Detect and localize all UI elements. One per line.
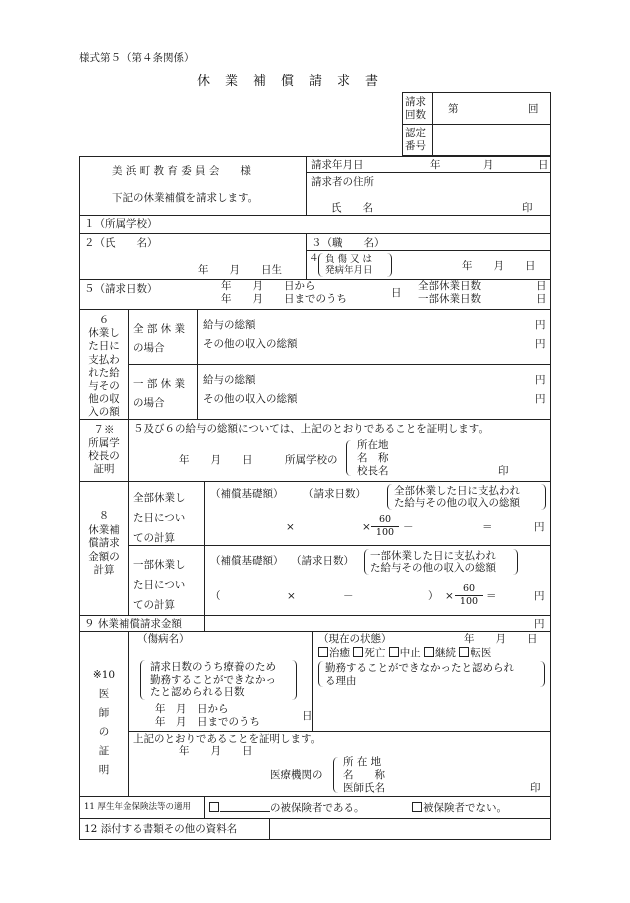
institution-name-label: 名 称 — [343, 769, 385, 781]
institution-of-label: 医療機関の — [270, 769, 323, 781]
period-from: 年 月 日から — [221, 280, 316, 292]
principal-cert-label: ７※ 所属学 校長の 証明 — [88, 424, 120, 475]
status-options[interactable] — [318, 647, 491, 659]
full-note: 全部休業した日に支払われ た給与その他の収入の総額 — [394, 485, 520, 509]
partial-fraction: $\frac{60}{100}$ — [455, 584, 483, 606]
principal-statement: ５及び６の給与の総額については、上記のとおりであることを証明します。 — [133, 423, 489, 435]
partial-note: 一部休業した日に支払われ た給与その他の収入の総額 — [370, 550, 496, 574]
partial-close-paren: ） — [428, 590, 439, 602]
status-label: （現在の状態） — [318, 633, 392, 645]
partial-salary-yen: 円 — [535, 374, 546, 386]
request-month-unit: 月 — [483, 159, 494, 171]
partial-days-label: （請求日数） — [291, 555, 354, 567]
treatment-days-unit: 日 — [302, 710, 313, 722]
status-cured[interactable]: 治癒 — [318, 647, 350, 659]
doctor-name-label: 医師氏名 — [343, 782, 385, 794]
total-amount-yen: 円 — [534, 618, 545, 630]
status-transferred[interactable]: 転医 — [459, 647, 491, 659]
school-location-label: 所在地 — [357, 439, 389, 451]
doctor-cert-label: ※10 医 師 の 証 明 — [92, 669, 116, 776]
full-other-yen: 円 — [535, 338, 546, 350]
treatment-to: 年 月 日までのうち — [155, 716, 260, 728]
full-minus: － — [403, 521, 414, 533]
addressee-name: 美 浜 町 教 育 委 員 会 様 — [112, 165, 251, 177]
addressee-statement: 下記の休業補償を請求します。 — [112, 192, 259, 204]
principal-cert-date: 年 月 日 — [179, 454, 253, 466]
requester-name-label: 氏 名 — [331, 202, 373, 214]
status-date: 年 月 日 — [464, 633, 538, 645]
full-rest-days-label: 全部休業日数 — [418, 280, 481, 292]
status-dead[interactable]: 死亡 — [353, 647, 385, 659]
period-to: 年 月 日までのうち — [221, 293, 347, 305]
partial-times-2: × — [445, 590, 454, 602]
partial-times: × — [287, 590, 296, 602]
full-times-2: × — [362, 521, 371, 533]
injury-date-label: 負 傷 又 は 発病年月日 — [325, 254, 373, 276]
partial-other-income-label: その他の収入の総額 — [203, 393, 298, 405]
not-insured-option[interactable]: 被保険者でない。 — [412, 802, 507, 814]
full-salary-label: 給与の総額 — [203, 319, 256, 331]
salary-section-label: ６ 休業し た日に 支払わ れた給 与その 他の収 入の額 — [88, 314, 120, 419]
partial-calc-label: 一部休業し た日につい ての計算 — [133, 559, 186, 611]
injury-label-number: ４ — [309, 253, 319, 264]
full-base-amount-label: （補償基礎額） — [210, 488, 284, 500]
full-yen: 円 — [534, 521, 545, 533]
request-days-label: ５（請求日数） — [84, 283, 158, 295]
full-days-unit: 日 — [536, 280, 547, 292]
treatment-from: 年 月 日から — [155, 703, 229, 715]
job-label: ３（職 名） — [311, 237, 385, 249]
disease-label: （傷病名） — [137, 633, 190, 645]
pension-law-label: 11 厚生年金保険法等の適用 — [84, 802, 192, 812]
school-of-label: 所属学校の — [285, 454, 338, 466]
partial-rest-days-label: 一部休業日数 — [418, 293, 481, 305]
school-label: １（所属学校） — [84, 218, 158, 230]
partial-yen: 円 — [534, 590, 545, 602]
requester-address-label: 請求者の住所 — [311, 176, 374, 188]
attachments-label: 12 添付する書類その他の資料名 — [84, 823, 238, 835]
injury-date: 年 月 日 — [462, 260, 536, 272]
total-amount-label: ９ 休業補償請求金額 — [84, 618, 182, 630]
school-name-label: 名 称 — [357, 452, 389, 464]
status-stopped[interactable]: 中止 — [389, 647, 421, 659]
partial-base-amount-label: （補償基礎額） — [210, 555, 284, 567]
calc-section-label: ８ 休業補 償請求 金額の 計算 — [88, 510, 120, 576]
birth-date: 年 月 日生 — [198, 264, 282, 276]
full-equals: ＝ — [482, 521, 493, 533]
principal-name-label: 校長名 — [357, 465, 389, 477]
full-fraction: $\frac{60}{100}$ — [371, 515, 399, 537]
partial-minus: － — [343, 590, 354, 602]
insured-option[interactable]: の被保険者である。 — [209, 802, 365, 814]
request-day-unit: 日 — [538, 159, 549, 171]
partial-equals: ＝ — [486, 590, 497, 602]
full-rest-case: 全 部 休 業 の場合 — [133, 323, 186, 354]
request-count-label: 請求 回数 — [405, 96, 426, 121]
partial-days-unit: 日 — [536, 293, 547, 305]
requester-seal: 印 — [522, 202, 533, 214]
partial-rest-case: 一 部 休 業 の場合 — [133, 378, 186, 409]
institution-location-label: 所 在 地 — [343, 756, 382, 768]
full-days-label: （請求日数） — [303, 488, 366, 500]
doctor-certify-statement: 上記のとおりであることを証明します。 — [133, 733, 322, 745]
doctor-seal: 印 — [530, 782, 541, 794]
partial-salary-label: 給与の総額 — [203, 374, 256, 386]
request-date-label: 請求年月日 — [311, 159, 364, 171]
name-label: ２（氏 名） — [84, 237, 158, 249]
full-calc-label: 全部休業し た日につい ての計算 — [133, 492, 186, 544]
principal-seal: 印 — [498, 465, 509, 477]
full-other-income-label: その他の収入の総額 — [203, 338, 298, 350]
status-continuing[interactable]: 継続 — [424, 647, 456, 659]
partial-other-yen: 円 — [535, 393, 546, 405]
doctor-cert-date: 年 月 日 — [179, 745, 253, 757]
partial-open-paren: （ — [210, 590, 221, 602]
unable-reason-note: 勤務することができなかったと認められ る理由 — [325, 662, 514, 687]
page-title: 休 業 補 償 請 求 書 — [197, 74, 380, 89]
full-times-1: × — [286, 521, 295, 533]
request-year-unit: 年 — [430, 159, 441, 171]
request-count-prefix: 第 — [448, 103, 459, 115]
approval-number-label: 認定 番号 — [405, 127, 426, 152]
request-count-suffix: 回 — [528, 103, 539, 115]
period-days-unit: 日 — [391, 287, 402, 299]
full-salary-yen: 円 — [535, 319, 546, 331]
form-number: 様式第５（第４条関係） — [79, 52, 195, 64]
treatment-days-note: 請求日数のうち療養のため 勤務することができなかっ たと認められる日数 — [150, 661, 276, 698]
